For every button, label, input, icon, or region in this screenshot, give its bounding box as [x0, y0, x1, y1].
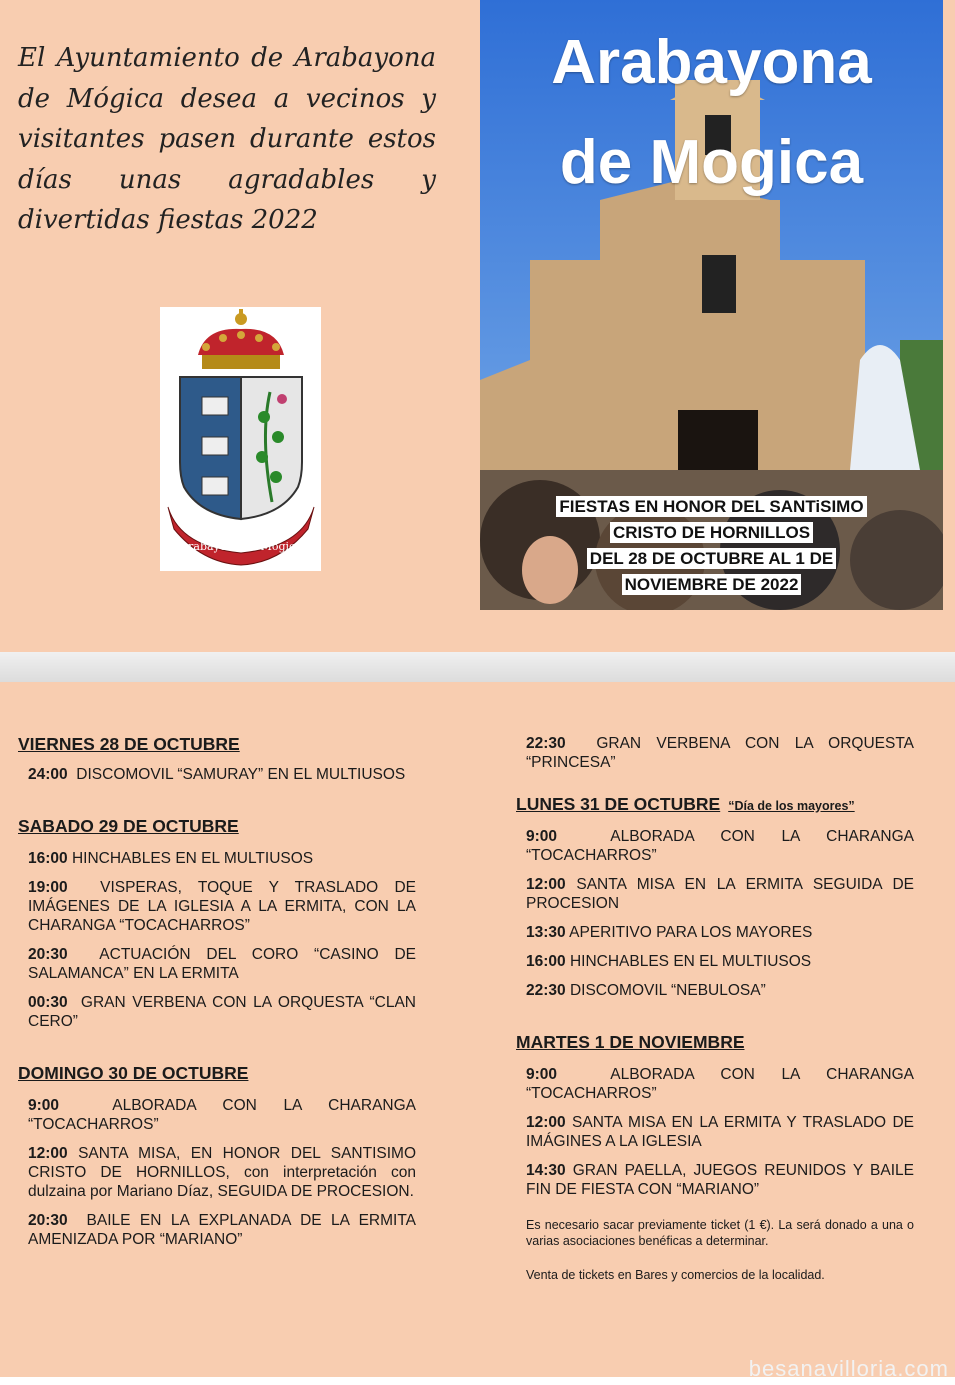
event-item: 20:30 BAILE EN LA EXPLANADA DE LA ERMITA AMENIZADA POR “MARIANO” — [28, 1212, 416, 1248]
day-heading-friday: VIERNES 28 DE OCTUBRE — [18, 734, 240, 754]
event-item: 9:00 ALBORADA CON LA CHARANGA “TOCACHARROS” — [526, 1066, 914, 1102]
ticket-note: Es necesario sacar previamente ticket (1 €). La será donado a una o varias asociaciones benéficas a determinar. — [526, 1218, 914, 1248]
greeting-text: El Ayuntamiento de Arabayona de Mógica desea a vecinos y visitantes pasen durante estos días unas agradables y divertidas fiestas 2022 — [18, 43, 436, 235]
caption-line-3: DEL 28 DE OCTUBRE AL 1 DE — [480, 546, 943, 572]
crest-motto: Arabayona de Mógica — [180, 540, 302, 553]
event-item: 16:00 HINCHABLES EN EL MULTIUSOS — [28, 850, 314, 867]
photo-title-line2: de Mogica — [559, 128, 864, 197]
program-left-column — [18, 734, 416, 1249]
caption-line-2: CRISTO DE HORNILLOS — [480, 520, 943, 546]
seniors-day-note: “Día de los mayores” — [728, 799, 855, 813]
panel-divider — [0, 652, 955, 682]
caption-line-4: NOVIEMBRE DE 2022 — [480, 572, 943, 598]
day-heading-tuesday: MARTES 1 DE NOVIEMBRE — [516, 1032, 745, 1052]
event-item: 9:00 ALBORADA CON LA CHARANGA “TOCACHARROS” — [28, 1097, 416, 1133]
photo-title-line1: Arabayona — [551, 28, 872, 97]
program-right-column — [516, 734, 914, 1296]
event-item: 24:00 DISCOMOVIL “SAMURAY” EN EL MULTIUSOS — [28, 766, 406, 783]
ticket-sales-note: Venta de tickets en Bares y comercios de la localidad. — [526, 1268, 825, 1282]
event-item: 22:30 DISCOMOVIL “NEBULOSA” — [526, 982, 766, 999]
event-item: 00:30 GRAN VERBENA CON LA ORQUESTA “CLAN CERO” — [28, 994, 416, 1030]
day-heading-saturday: SABADO 29 DE OCTUBRE — [18, 816, 239, 836]
event-item: 9:00 ALBORADA CON LA CHARANGA “TOCACHARROS” — [526, 828, 914, 864]
event-item: 19:00 VISPERAS, TOQUE Y TRASLADO DE IMÁGENES DE LA IGLESIA A LA ERMITA, CON LA CHARANGA “TOCACHARROS” — [28, 879, 416, 934]
event-item: 16:00 HINCHABLES EN EL MULTIUSOS — [526, 953, 812, 970]
event-item: 20:30 ACTUACIÓN DEL CORO “CASINO DE SALAMANCA” EN LA ERMITA — [28, 946, 416, 982]
watermark: besanavilloria.com — [748, 1356, 949, 1381]
event-item: 14:30 GRAN PAELLA, JUEGOS REUNIDOS Y BAILE FIN DE FIESTA CON “MARIANO” — [526, 1162, 914, 1198]
event-item: 13:30 APERITIVO PARA LOS MAYORES — [526, 924, 813, 941]
event-item: 12:00 SANTA MISA EN LA ERMITA Y TRASLADO DE IMÁGINES A LA IGLESIA — [526, 1114, 914, 1150]
event-item: 22:30 GRAN VERBENA CON LA ORQUESTA “PRINCESA” — [526, 735, 914, 771]
coat-of-arms — [160, 307, 321, 571]
shield-icon — [180, 377, 302, 519]
day-heading-monday: LUNES 31 DE OCTUBRE “Día de los mayores” — [516, 794, 855, 814]
caption-line-1: FIESTAS EN HONOR DEL SANTiSIMO — [480, 494, 943, 520]
event-item: 12:00 SANTA MISA, EN HONOR DEL SANTISIMO CRISTO DE HORNILLOS, con interpretación con dulzaina por Mariano Díaz, SEGUIDA DE PROCESION. — [28, 1145, 416, 1200]
day-heading-sunday: DOMINGO 30 DE OCTUBRE — [18, 1063, 249, 1083]
event-item: 12:00 SANTA MISA EN LA ERMITA SEGUIDA DE PROCESION — [526, 876, 914, 912]
crown-icon — [198, 309, 284, 369]
